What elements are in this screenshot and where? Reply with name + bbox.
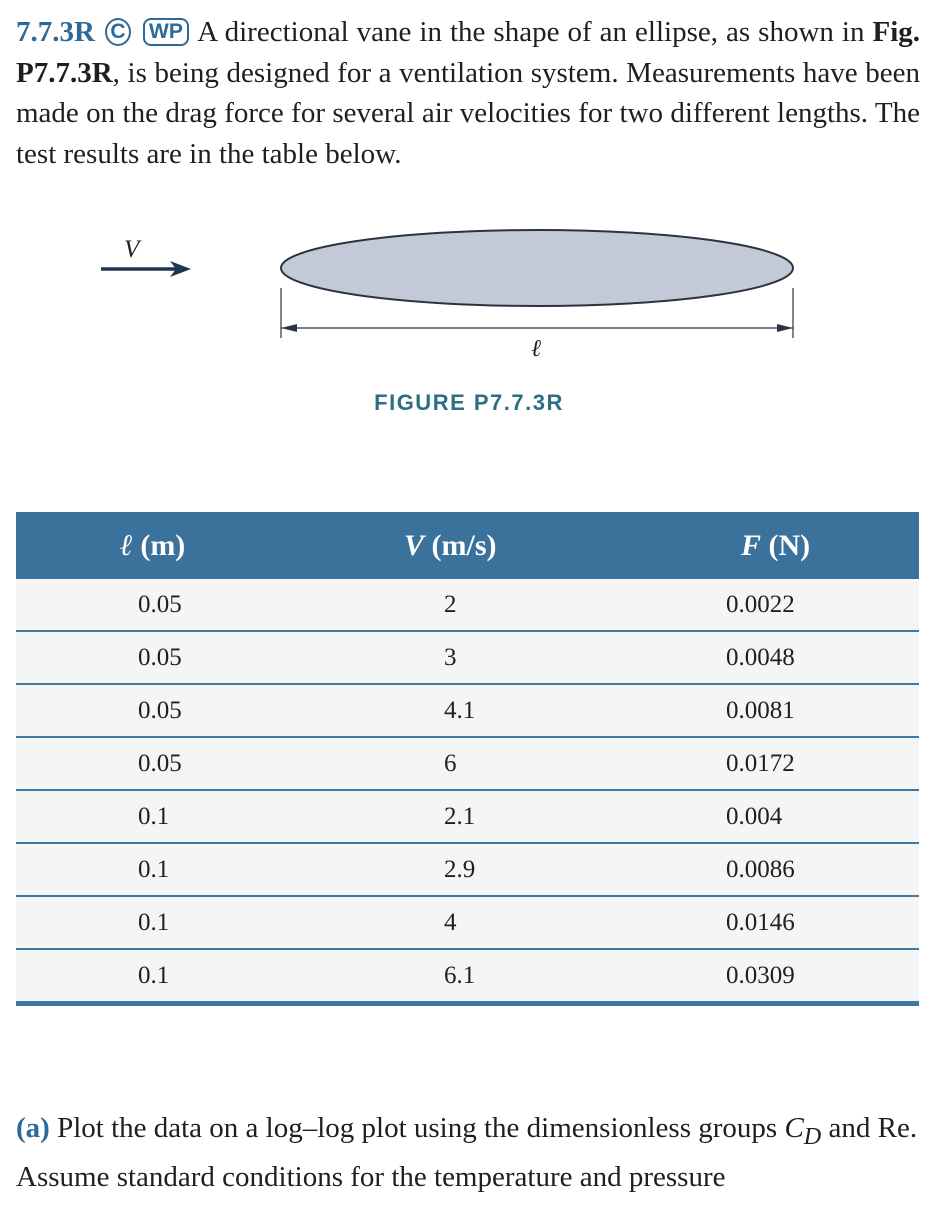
table-row bbox=[16, 950, 919, 1006]
cell-length: 0.1 bbox=[138, 961, 170, 989]
table-row bbox=[16, 897, 919, 950]
part-a-label: (a) bbox=[16, 1112, 50, 1144]
cell-force: 0.0081 bbox=[726, 696, 795, 724]
cell-velocity: 6.1 bbox=[444, 961, 476, 989]
part-a-text-2: and Re. Assume standard conditions for the temperature and pressure bbox=[16, 1112, 918, 1193]
table-row bbox=[16, 844, 919, 897]
problem-text-1: A directional vane in the shape of an ellipse, as shown in bbox=[197, 16, 865, 48]
header-velocity: V (m/s) bbox=[404, 528, 497, 562]
part-a bbox=[16, 1108, 920, 1197]
problem-statement bbox=[16, 12, 920, 174]
problem-text-2: , is being designed for a ventilation system. Measurements have been made on the drag force for several air velocities for two different lengths. The test results are in the table below. bbox=[16, 56, 920, 170]
cell-force: 0.0048 bbox=[726, 643, 795, 671]
c-badge-icon: C bbox=[105, 18, 131, 46]
data-table bbox=[16, 512, 919, 1006]
table-row bbox=[16, 579, 919, 632]
table-row bbox=[16, 632, 919, 685]
part-a-text-1: Plot the data on a log–log plot using the dimensionless groups bbox=[57, 1112, 778, 1144]
cell-velocity: 4 bbox=[444, 908, 457, 936]
cell-length: 0.1 bbox=[138, 855, 170, 883]
table-row bbox=[16, 791, 919, 844]
table-row bbox=[16, 738, 919, 791]
cell-velocity: 4.1 bbox=[444, 696, 476, 724]
cell-velocity: 2.1 bbox=[444, 802, 476, 830]
cell-velocity: 6 bbox=[444, 749, 457, 777]
cell-length: 0.05 bbox=[138, 590, 182, 618]
cell-length: 0.05 bbox=[138, 749, 182, 777]
cell-velocity: 2 bbox=[444, 590, 457, 618]
cell-force: 0.0309 bbox=[726, 961, 795, 989]
cell-length: 0.05 bbox=[138, 696, 182, 724]
cell-length: 0.1 bbox=[138, 908, 170, 936]
cell-length: 0.1 bbox=[138, 802, 170, 830]
length-label: ℓ bbox=[531, 336, 541, 362]
cell-length: 0.05 bbox=[138, 643, 182, 671]
cd-subscript: D bbox=[803, 1122, 822, 1150]
dimension-arrow-left bbox=[281, 324, 297, 332]
velocity-label: V bbox=[124, 236, 140, 263]
table-header bbox=[16, 512, 919, 579]
cell-force: 0.0146 bbox=[726, 908, 795, 936]
cell-force: 0.0086 bbox=[726, 855, 795, 883]
cell-velocity: 2.9 bbox=[444, 855, 476, 883]
cell-force: 0.0022 bbox=[726, 590, 795, 618]
dimension-arrow-right bbox=[777, 324, 793, 332]
cell-force: 0.0172 bbox=[726, 749, 795, 777]
ellipse-vane bbox=[281, 230, 793, 306]
cd-symbol: C bbox=[784, 1112, 804, 1144]
problem-number: 7.7.3R bbox=[16, 16, 95, 48]
cell-velocity: 3 bbox=[444, 643, 457, 671]
wp-badge-icon: WP bbox=[143, 18, 189, 46]
header-force: F (N) bbox=[741, 528, 811, 562]
header-length: ℓ (m) bbox=[120, 528, 186, 562]
figure-reference: Fig. P7.7.3R bbox=[16, 16, 921, 89]
cell-force: 0.004 bbox=[726, 802, 783, 830]
table-row bbox=[16, 685, 919, 738]
figure-caption: FIGURE P7.7.3R bbox=[374, 390, 564, 415]
